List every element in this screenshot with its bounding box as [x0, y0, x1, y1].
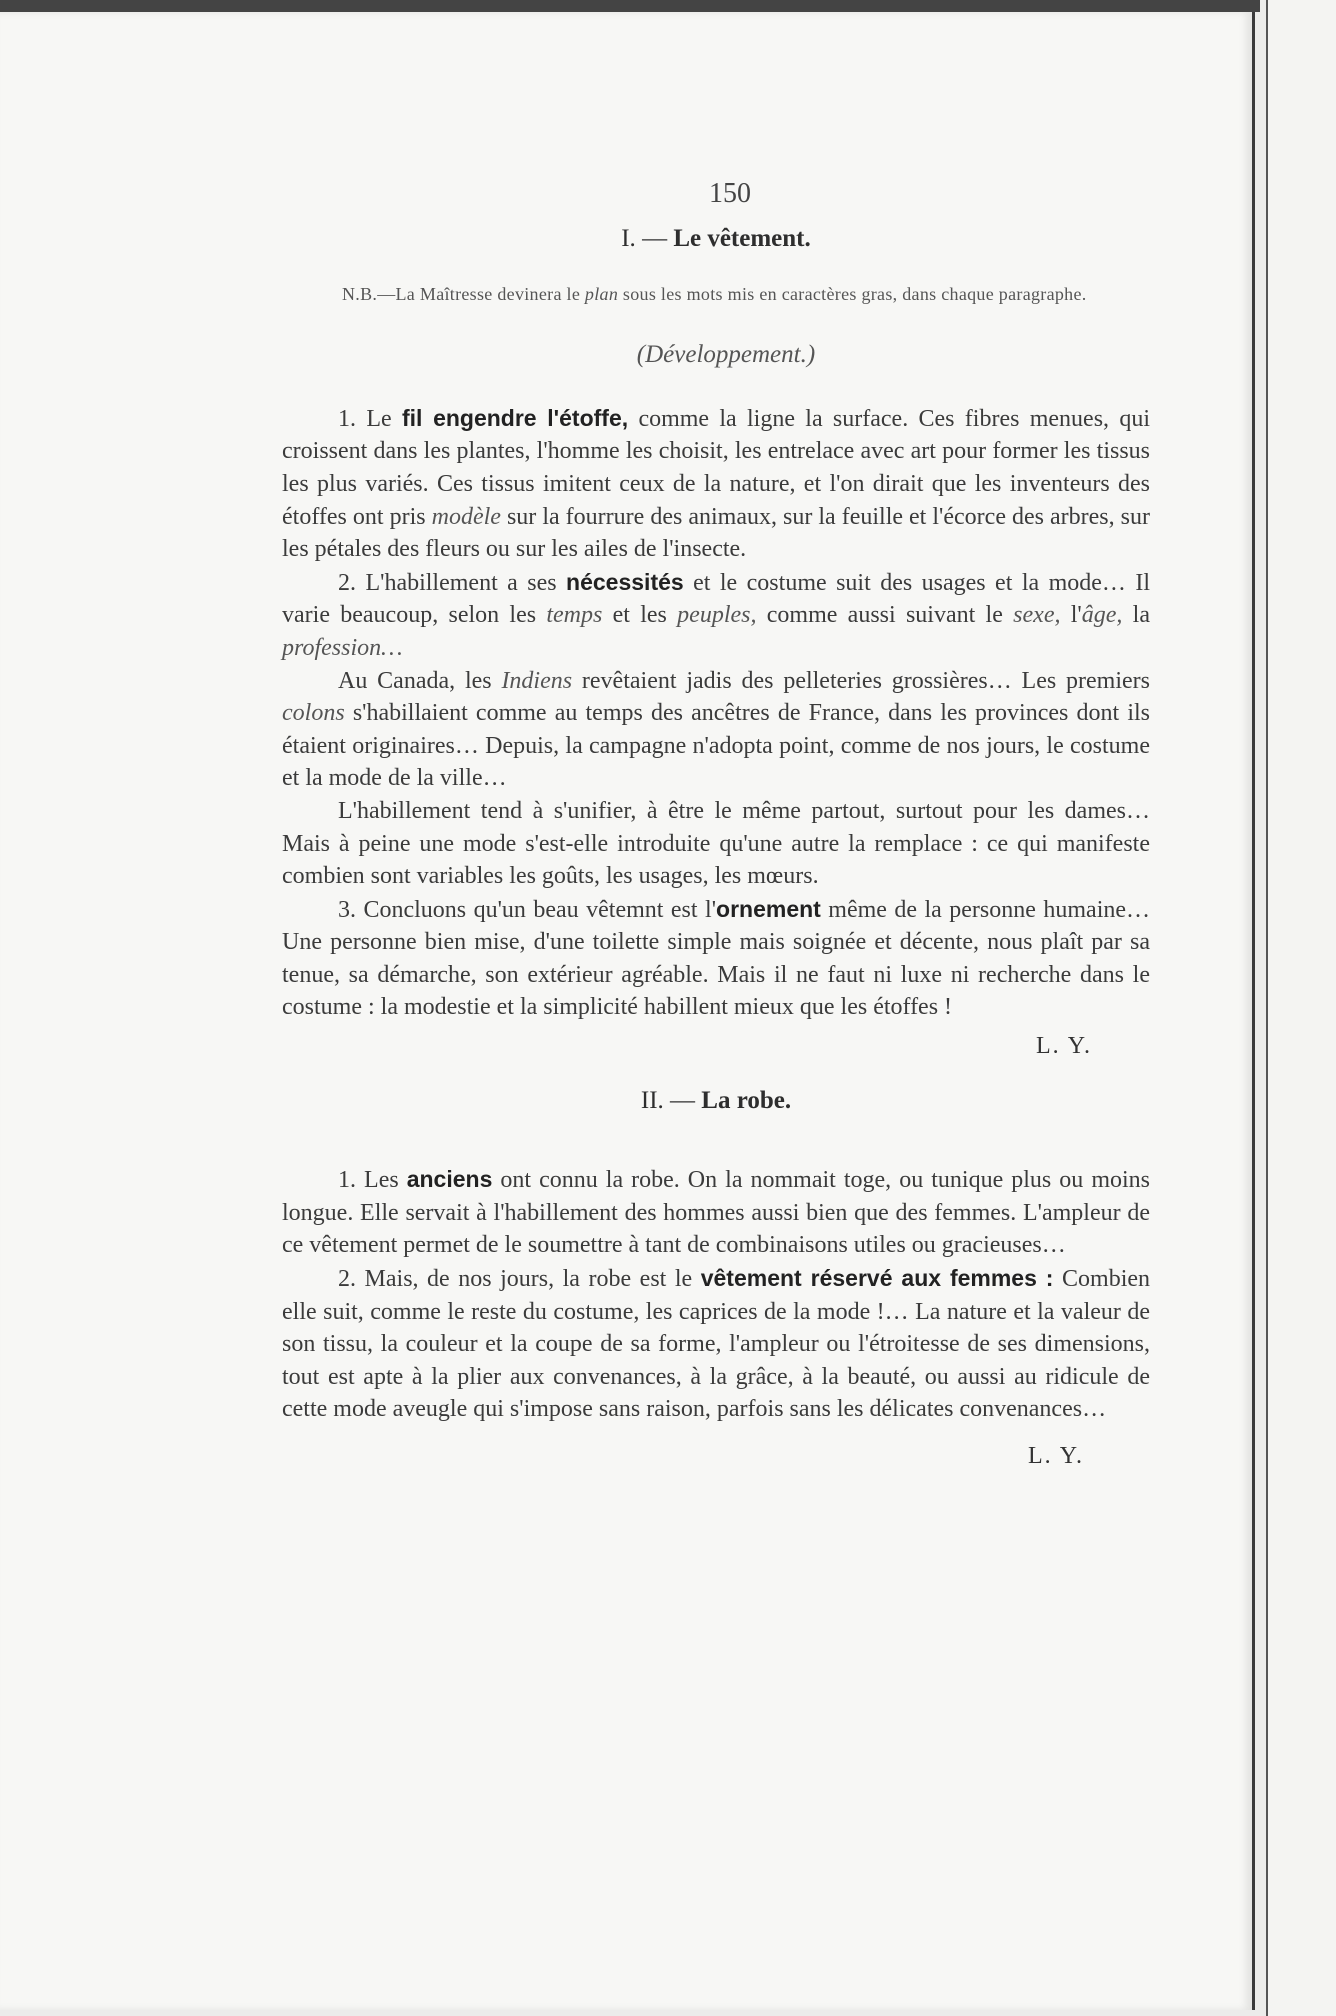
text-run: comme la ligne la surface. Ces fibres menues, qui croissent dans les plantes, l'homme les choisit, les entrelace avec art pour former les tissus les plus variés. Ces tissus imitent ceux de la nature, et l'on dirait que les inventeurs des étoffes ont pris: [282, 405, 1151, 530]
section-heading-2: [282, 1085, 1150, 1118]
text-run: L'habillement a ses: [365, 569, 567, 596]
italic-word: temps: [546, 602, 603, 629]
teacher-note: [282, 281, 1150, 307]
italic-word: profession…: [282, 634, 403, 661]
paragraph: [282, 566, 1150, 665]
paragraph-number: 3.: [338, 896, 356, 923]
section-title: Le vêtement.: [673, 224, 811, 252]
paragraph-number: 2.: [338, 1266, 356, 1293]
paragraph: L'habillement tend à s'unifier, à être le même partout, surtout pour les dames… Mais à peine une mode s'est-elle introduite qu'une autre la remplace : ce qui manifeste combien sont variables les goûts, les usages, les mœurs.: [282, 797, 1150, 890]
italic-word: modèle: [431, 503, 501, 530]
note-text: sous les mots mis en caractères gras, dans chaque paragraphe.: [618, 284, 1087, 305]
scan-top-edge: [0, 0, 1260, 12]
text-run: la: [1122, 602, 1151, 629]
text-run: et les: [602, 602, 678, 629]
italic-word: sexe,: [1013, 602, 1061, 629]
text-run: Le: [366, 405, 402, 432]
note-text: N.B.—La Maîtresse devinera le: [342, 284, 585, 305]
text-run: l': [1060, 602, 1082, 629]
author-signature: L. Y.: [1027, 1443, 1084, 1469]
adjacent-page-edge: [1266, 0, 1336, 2016]
section-numeral: I.: [621, 224, 636, 252]
page-text: [282, 178, 1150, 1493]
italic-word: colons: [282, 700, 345, 727]
text-run: Les: [364, 1167, 407, 1194]
paragraph-number: 2.: [338, 569, 356, 596]
section-separator: —: [635, 224, 674, 252]
bold-keyword: nécessités: [566, 568, 684, 595]
italic-word: Indiens: [501, 667, 573, 694]
text-run: Au Canada, les: [338, 667, 502, 694]
section-numeral: II.: [640, 1086, 664, 1114]
text-run: ont connu la robe. On la nommait toge, ou tunique plus ou moins longue. Elle servait à l'habillement des hommes aussi bien que des femmes. L'ampleur de ce vêtement permet de le soumettre à tant de combinaisons utiles ou gracieuses…: [282, 1167, 1150, 1259]
text-run: revêtaient jadis des pelleteries grossières… Les premiers: [572, 667, 1150, 694]
italic-word: âge,: [1081, 602, 1123, 629]
text-run: Combien elle suit, comme le reste du costume, les caprices de la mode !… La nature et la valeur de son tissu, la couleur et la coupe de sa forme, l'ampleur ou l'étroitesse de ses dimensions, tout est apte à la plier aux convenances, à la grâce, à la beauté, ou aussi au ridicule de cette mode aveugle qui s'impose sans raison, parfois sans les délicates convenances…: [282, 1266, 1151, 1423]
text-run: s'habillaient comme au temps des ancêtres de France, dans les provinces dont ils étaient originaires… Depuis, la campagne n'adopta point, comme de nos jours, le costume et la mode de la ville…: [282, 700, 1150, 792]
paragraph: [282, 1262, 1150, 1426]
text-run: Mais, de nos jours, la robe est le: [364, 1266, 701, 1293]
bold-keyword: fil engendre l'étoffe,: [401, 404, 629, 431]
section-heading-1: [282, 223, 1150, 256]
author-signature: L. Y.: [1035, 1033, 1092, 1060]
bold-keyword: anciens: [406, 1166, 493, 1193]
paragraph-number: 1.: [338, 405, 356, 432]
section-separator: —: [663, 1086, 702, 1114]
text-run: même de la personne humaine… Une personne bien mise, d'une toilette simple mais soignée et décente, nous plaît par sa tenue, sa démarche, son extérieur agréable. Mais il ne faut ni luxe ni recherche dans le costume : la modestie et la simplicité habillent mieux que les étoffes !: [282, 896, 1151, 1021]
paragraph-number: 1.: [338, 1167, 356, 1194]
section-title: La robe.: [701, 1086, 792, 1114]
paragraph: [282, 1163, 1150, 1262]
bold-keyword: vêtement réservé aux femmes :: [700, 1265, 1054, 1292]
text-run: et le costume suit des usages et la mode… Il varie beaucoup, selon les: [282, 569, 1151, 629]
text-run: Concluons qu'un beau vêtemnt est l': [363, 896, 717, 923]
note-italic: plan: [584, 284, 619, 305]
development-label: (Développement.): [636, 341, 816, 369]
page-number: 150: [709, 178, 751, 209]
paragraph: [282, 665, 1150, 795]
paragraph: [282, 893, 1150, 1024]
text-run: comme aussi suivant le: [756, 602, 1014, 629]
italic-word: peuples,: [677, 602, 757, 629]
paragraph: [282, 402, 1150, 566]
bold-keyword: ornement: [716, 895, 821, 922]
text-run: sur la fourrure des animaux, sur la feuille et l'écorce des arbres, sur les pétales des fleurs ou sur les ailes de l'insecte.: [282, 503, 1151, 563]
